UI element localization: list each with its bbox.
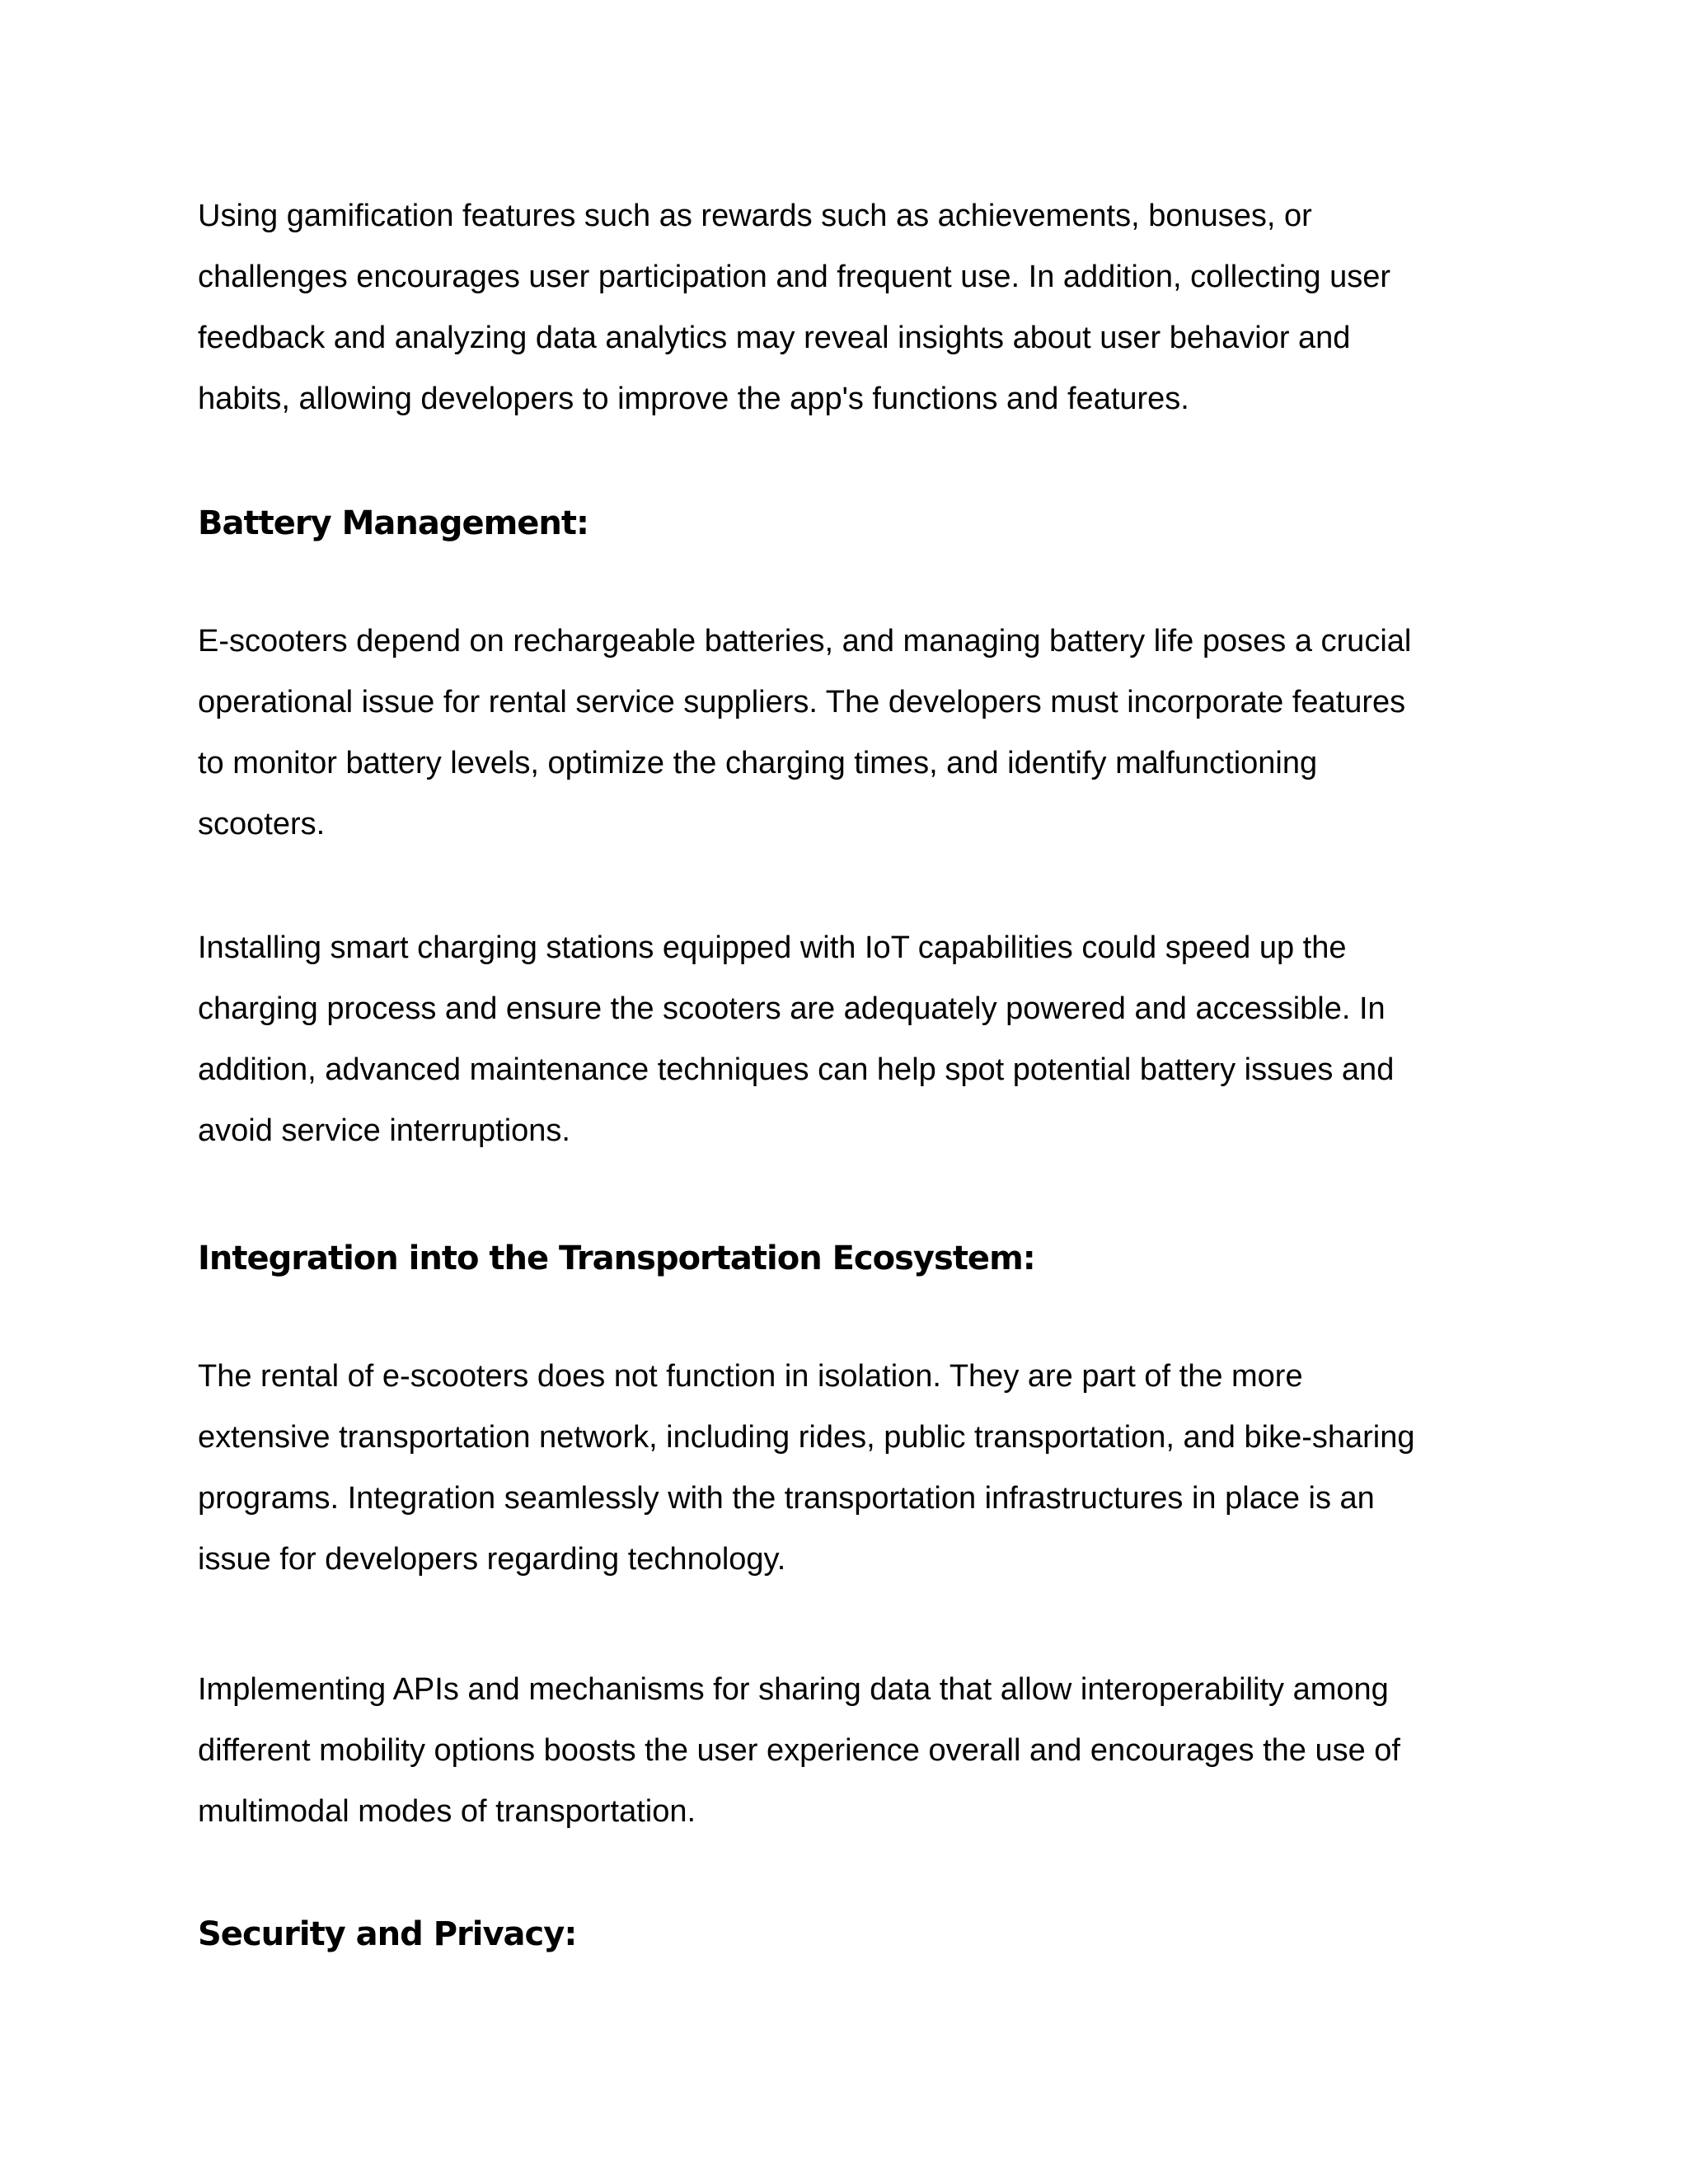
paragraph-line: charging process and ensure the scooters are adequately powered and accessible. In: [198, 991, 1386, 1026]
heading-integration: Integration into the Transportation Ecosystem:: [198, 1240, 1035, 1277]
paragraph-line: extensive transportation network, including rides, public transportation, and bike-sharing: [198, 1420, 1415, 1455]
paragraph-battery: [198, 611, 1411, 855]
heading-security-privacy: Security and Privacy:: [198, 1915, 577, 1953]
paragraph-line: challenges encourages user participation and frequent use. In addition, collecting user: [198, 260, 1391, 294]
paragraph-line: feedback and analyzing data analytics may reveal insights about user behavior and: [198, 321, 1351, 355]
paragraph-line: to monitor battery levels, optimize the charging times, and identify malfunctioning: [198, 746, 1318, 780]
heading-battery-management: Battery Management:: [198, 504, 589, 542]
paragraph-line: habits, allowing developers to improve the app's functions and features.: [198, 382, 1189, 416]
paragraph-line: The rental of e-scooters does not function in isolation. They are part of the more: [198, 1359, 1303, 1394]
paragraph-line: Using gamification features such as rewards such as achievements, bonuses, or: [198, 199, 1312, 233]
paragraph-line: avoid service interruptions.: [198, 1113, 570, 1148]
paragraph-line: E-scooters depend on rechargeable batteries, and managing battery life poses a crucial: [198, 624, 1412, 658]
paragraph-charging: [198, 917, 1394, 1161]
paragraph-line: addition, advanced maintenance techniques can help spot potential battery issues and: [198, 1052, 1395, 1087]
paragraph-line: Installing smart charging stations equipped with IoT capabilities could speed up the: [198, 930, 1347, 965]
paragraph-integration: [198, 1346, 1415, 1590]
paragraph-gamification: [198, 185, 1390, 429]
paragraph-line: scooters.: [198, 807, 326, 841]
paragraph-line: multimodal modes of transportation.: [198, 1794, 696, 1829]
paragraph-line: issue for developers regarding technology.: [198, 1542, 786, 1577]
paragraph-line: different mobility options boosts the user experience overall and encourages the use of: [198, 1733, 1400, 1768]
paragraph-apis: [198, 1659, 1400, 1842]
paragraph-line: Implementing APIs and mechanisms for sharing data that allow interoperability among: [198, 1672, 1389, 1707]
paragraph-line: programs. Integration seamlessly with the transportation infrastructures in place is an: [198, 1481, 1375, 1516]
paragraph-line: operational issue for rental service suppliers. The developers must incorporate features: [198, 685, 1406, 719]
